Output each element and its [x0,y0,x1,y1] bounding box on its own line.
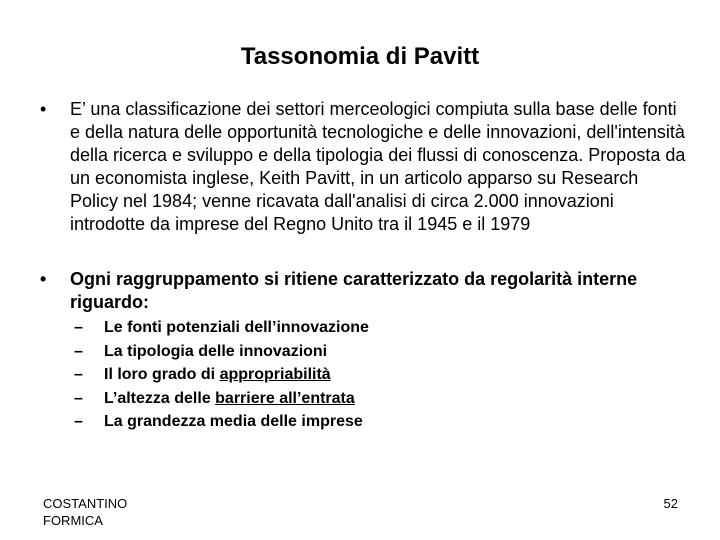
dash-icon: – [74,342,83,360]
slide-title: Tassonomia di Pavitt [240,43,480,70]
bullet-text: E’ una classificazione dei settori merceologici compiuta sulla base delle fonti e della natura delle opportunità tecnologiche e delle innovazioni, dell'intensità della ricerca e sviluppo e della tipologia dei flussi di conoscenza. Proposta da un economista inglese, Keith Pavitt, in un articolo apparso su Research Policy nel 1984; venne ricavata dall'analisi di circa 2.000 innovazioni introdotte da imprese del Regno Unito tra il 1945 e il 1979 [70,99,686,234]
sub-item-text: La tipologia delle innovazioni [104,342,328,360]
page-number: 52 [663,496,678,511]
dash-icon: – [74,389,83,407]
dash-icon: – [74,366,83,383]
footer-author-line: COSTANTINO [43,496,128,511]
dash-icon: – [74,413,83,430]
bullet-item-regularities [40,268,690,314]
bullet-text: Ogni raggruppamento si ritiene caratterizzato da regolarità interne riguardo: [70,269,638,312]
dash-icon: – [74,319,83,336]
sub-list-item [74,410,674,434]
sub-item-text: Le fonti potenziali dell’innovazione [104,319,369,336]
sub-item-text: L’altezza delle [104,389,216,407]
sub-list-item [74,340,674,364]
sub-list-item [74,387,674,411]
sub-item-underlined: barriere all’entrata [215,389,355,407]
sub-list [74,316,674,434]
bullet-icon: • [40,269,47,289]
sub-item-underlined: appropriabilità [219,366,331,383]
sub-item-text: La grandezza media delle imprese [104,413,363,430]
footer-author-line: FORMICA [43,513,103,528]
sub-list-item [74,316,674,340]
footer-author [43,495,183,529]
sub-list-item [74,363,674,387]
bullet-icon: • [40,99,47,119]
bullet-item-definition [40,98,690,236]
sub-item-text: Il loro grado di [104,366,220,383]
